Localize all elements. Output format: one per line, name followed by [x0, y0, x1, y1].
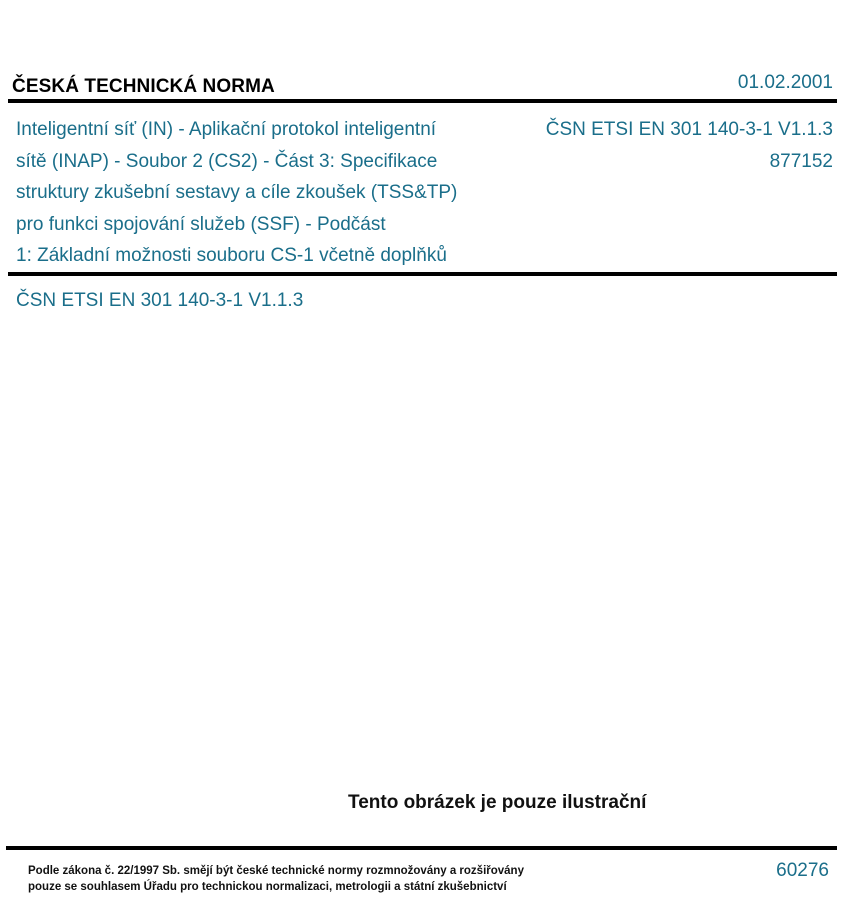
standard-title [16, 114, 516, 272]
title-line: Inteligentní síť (IN) - Aplikační protokol inteligentní [16, 119, 437, 140]
legal-line: Podle zákona č. 22/1997 Sb. smějí být české technické normy rozmnožovány a rozšiřovány [28, 865, 524, 877]
standard-code: ČSN ETSI EN 301 140-3-1 V1.1.3 [545, 119, 833, 140]
title-line: struktury zkušební sestavy a cíle zkoušek (TSS&TP) [16, 182, 458, 203]
publication-date: 01.02.2001 [737, 72, 833, 93]
standard-code-repeat: ČSN ETSI EN 301 140-3-1 V1.1.3 [16, 290, 304, 311]
illustration-note: Tento obrázek je pouze ilustrační [348, 792, 647, 813]
title-line: 1: Základní možnosti souboru CS-1 včetně doplňků [16, 245, 447, 266]
legal-notice [28, 863, 524, 895]
legal-line: pouze se souhlasem Úřadu pro technickou normalizaci, metrologii a státní zkušebnictví [28, 881, 507, 893]
standard-identifiers [546, 114, 833, 177]
catalog-number: 60276 [776, 860, 829, 881]
top-divider [8, 99, 837, 103]
middle-divider [8, 272, 837, 276]
classification-number: 877152 [769, 150, 833, 172]
bottom-divider [6, 846, 837, 850]
title-line: pro funkci spojování služeb (SSF) - Podčást [16, 213, 386, 235]
title-line: sítě (INAP) - Soubor 2 (CS2) - Část 3: Specifikace [16, 150, 438, 172]
document-heading: ČESKÁ TECHNICKÁ NORMA [12, 76, 275, 97]
